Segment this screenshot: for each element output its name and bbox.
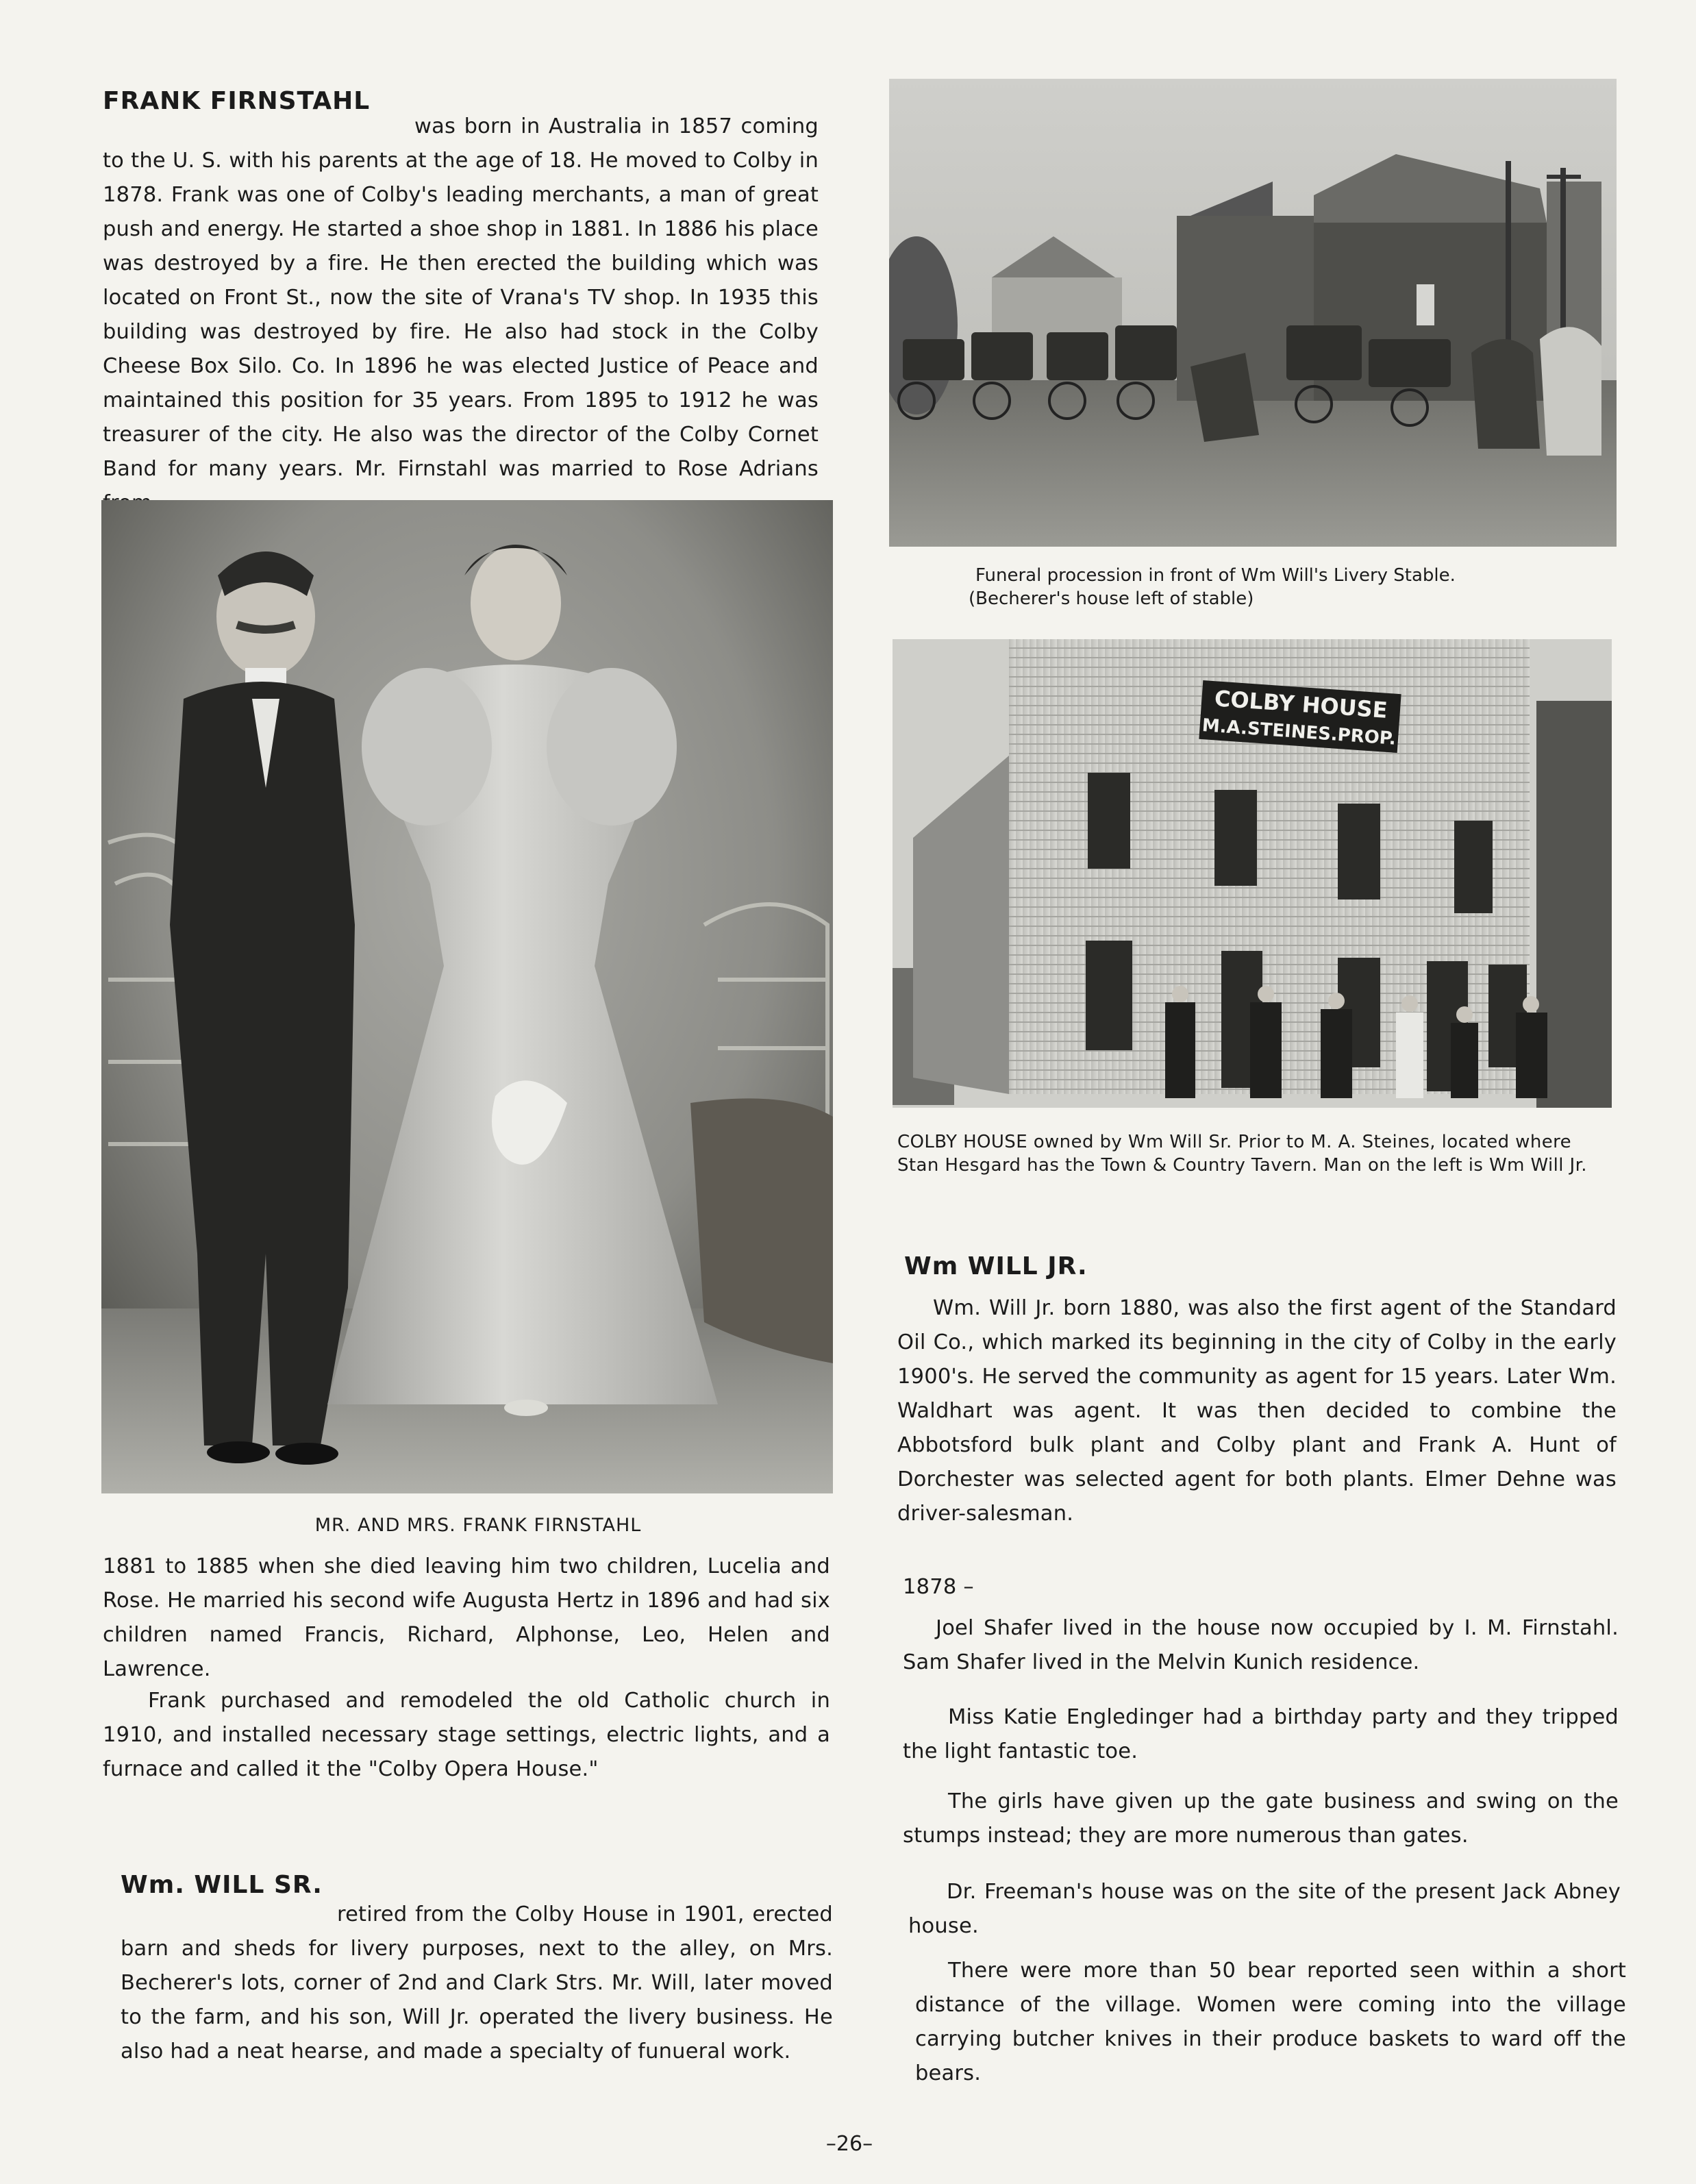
notes-1878-item: Miss Katie Engledinger had a birthday party and they tripped the light fantastic toe. — [903, 1705, 1619, 1763]
colby-house-photo-caption: COLBY HOUSE owned by Wm Will Sr. Prior to M. A. Steines, located where Stan Hesgard has the Town & Country Tavern. Man on the left is Wm Will Jr. — [897, 1132, 1587, 1176]
colby-house-sign-line2: M.A.STEINES.PROP. — [1201, 715, 1397, 749]
firnstahl-photo-caption: MR. AND MRS. FRANK FIRNSTAHL — [314, 1515, 642, 1536]
livery-photo-caption-line1: Funeral procession in front of Wm Will's Livery Stable. — [975, 565, 1456, 586]
firnstahl-portrait-photo — [101, 500, 833, 1493]
notes-1878-item: Dr. Freeman's house was on the site of the present Jack Abney house. — [908, 1880, 1621, 1938]
notes-1878-item: The girls have given up the gate business and swing on the stumps instead; they are more numerous than gates. — [903, 1789, 1619, 1848]
livery-stable-photo — [889, 79, 1617, 547]
firnstahl-heading: FRANK FIRNSTAHL — [103, 87, 371, 115]
notes-1878-item: There were more than 50 bear reported seen within a short distance of the village. Women were coming into the village carrying butcher knives in their produce baskets to ward off the bears. — [915, 1959, 1626, 2085]
notes-1878-item: Joel Shafer lived in the house now occupied by I. M. Firnstahl. Sam Shafer lived in the Melvin Kunich residence. — [903, 1616, 1619, 1674]
notes-1878-heading: 1878 – — [903, 1575, 974, 1599]
page-number: –26– — [825, 2132, 873, 2156]
will-jr-paragraph: Wm. Will Jr. born 1880, was also the first agent of the Standard Oil Co., which marked its beginning in the city of Colby in the early 1900's. He served the community as agent for 15 years. Later Wm. Waldhart was agent. It was then decided to combine the Abbotsford bulk plant and Colby plant and Frank A. Hunt of Dorchester was selected agent for both plants. Elmer Dehne was driver-salesman. — [897, 1296, 1617, 1526]
colby-house-sign-line1: COLBY HOUSE — [1213, 685, 1388, 723]
will-jr-heading: Wm WILL JR. — [904, 1252, 1088, 1280]
will-sr-paragraph: retired from the Colby House in 1901, erected barn and sheds for livery purposes, next to the alley, on Mrs. Becherer's lots, corner of 2nd and Clark Strs. Mr. Will, later moved to the farm, and his son, Will Jr. operated the livery business. He also had a neat hearse, and made a specialty of funueral work. — [121, 1902, 833, 2063]
firnstahl-continued-paragraph: 1881 to 1885 when she died leaving him two children, Lucelia and Rose. He married his second wife Augusta Hertz in 1896 and had six children named Francis, Richard, Alphonse, Leo, Helen and Lawrence. — [103, 1554, 830, 1681]
firnstahl-opera-house-paragraph: Frank purchased and remodeled the old Catholic church in 1910, and installed necessary stage settings, electric lights, and a furnace and called it the "Colby Opera House." — [103, 1689, 830, 1781]
colby-house-photo — [893, 639, 1612, 1108]
will-sr-heading: Wm. WILL SR. — [121, 1871, 323, 1899]
firnstahl-lead-paragraph: was born in Australia in 1857 coming to the U. S. with his parents at the age of 18. He moved to Colby in 1878. Frank was one of Colby's leading merchants, a man of great push and energy. He started a shoe shop in 1881. In 1886 his place was destroyed by a fire. He then erected the building which was located on Front St., now the site of Vrana's TV shop. In 1935 this building was destroyed by fire. He also had stock in the Colby Cheese Box Silo. Co. In 1896 he was elected Justice of Peace and maintained this position for 35 years. From 1895 to 1912 he was treasurer of the city. He also was the director of the Colby Cornet Band for many years. Mr. Firnstahl was married to Rose Adrians — [103, 114, 819, 481]
livery-photo-caption-line2: (Becherer's house left of stable) — [969, 588, 1254, 609]
